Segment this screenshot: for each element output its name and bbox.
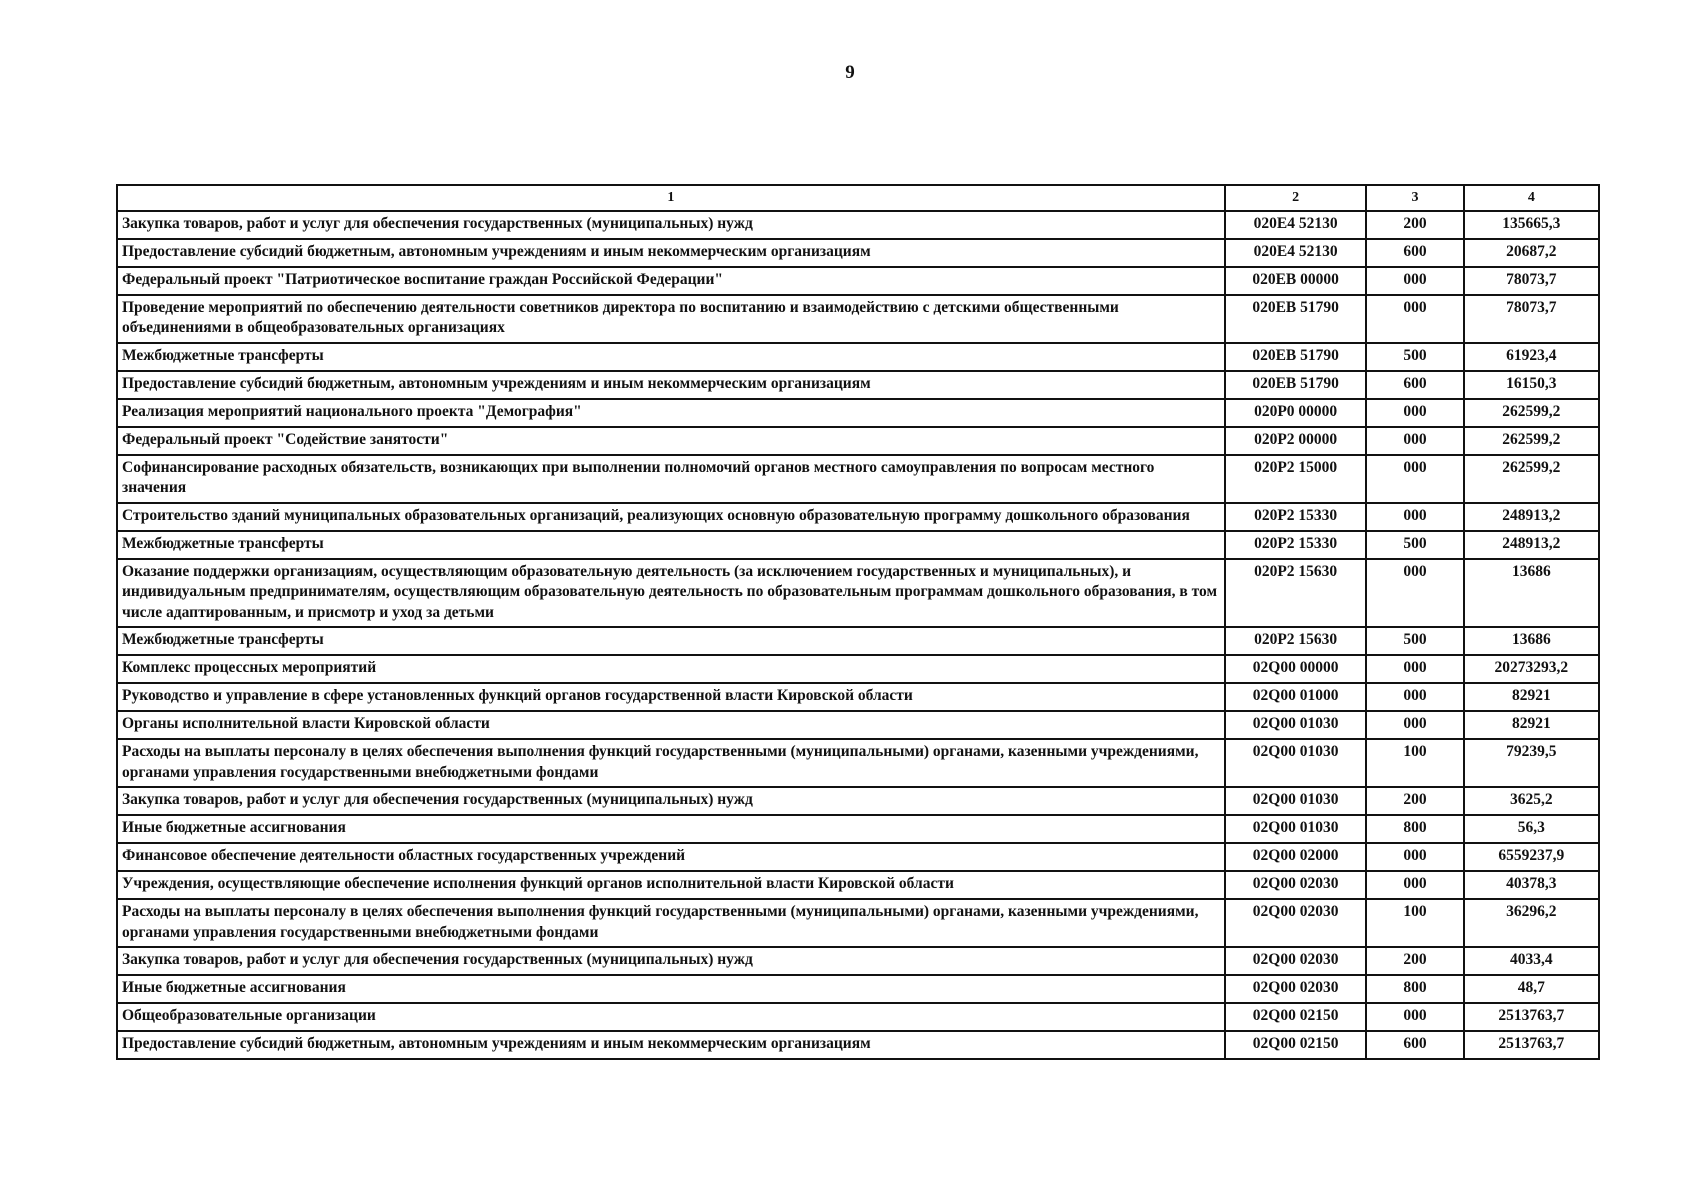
table-row (117, 1003, 1599, 1031)
row-code: 020P2 15330 (1225, 503, 1367, 531)
table-row (117, 899, 1599, 947)
row-type: 200 (1366, 947, 1463, 975)
row-name: Общеобразовательные организации (117, 1003, 1225, 1031)
row-name: Проведение мероприятий по обеспечению деятельности советников директора по воспитанию и взаимодействию с детскими общественными объединениями в общеобразовательных организациях (117, 295, 1225, 343)
table-row (117, 211, 1599, 239)
table-row (117, 787, 1599, 815)
row-name: Финансовое обеспечение деятельности областных государственных учреждений (117, 843, 1225, 871)
row-sum: 16150,3 (1464, 371, 1599, 399)
row-code: 020E4 52130 (1225, 211, 1367, 239)
row-sum: 248913,2 (1464, 503, 1599, 531)
table-row (117, 711, 1599, 739)
row-sum: 2513763,7 (1464, 1003, 1599, 1031)
row-type: 600 (1366, 239, 1463, 267)
row-code: 02Q00 02150 (1225, 1031, 1367, 1059)
row-code: 02Q00 02030 (1225, 899, 1367, 947)
row-name: Межбюджетные трансферты (117, 627, 1225, 655)
row-sum: 262599,2 (1464, 427, 1599, 455)
row-name: Комплекс процессных мероприятий (117, 655, 1225, 683)
row-type: 000 (1366, 503, 1463, 531)
row-code: 020EB 51790 (1225, 343, 1367, 371)
row-type: 000 (1366, 843, 1463, 871)
row-name: Межбюджетные трансферты (117, 343, 1225, 371)
row-code: 020E4 52130 (1225, 239, 1367, 267)
row-type: 800 (1366, 815, 1463, 843)
header-row (117, 185, 1599, 211)
row-code: 02Q00 01030 (1225, 739, 1367, 787)
table-row (117, 655, 1599, 683)
row-name: Иные бюджетные ассигнования (117, 975, 1225, 1003)
column-header-3: 3 (1366, 185, 1463, 211)
table-row (117, 559, 1599, 627)
table-row (117, 455, 1599, 503)
row-sum: 82921 (1464, 711, 1599, 739)
table-row (117, 343, 1599, 371)
row-type: 000 (1366, 683, 1463, 711)
row-type: 200 (1366, 787, 1463, 815)
table-row (117, 239, 1599, 267)
row-name: Закупка товаров, работ и услуг для обеспечения государственных (муниципальных) нужд (117, 787, 1225, 815)
row-sum: 4033,4 (1464, 947, 1599, 975)
row-type: 000 (1366, 711, 1463, 739)
column-header-4: 4 (1464, 185, 1599, 211)
row-name: Закупка товаров, работ и услуг для обеспечения государственных (муниципальных) нужд (117, 211, 1225, 239)
table-row (117, 627, 1599, 655)
row-sum: 56,3 (1464, 815, 1599, 843)
row-type: 200 (1366, 211, 1463, 239)
row-code: 020P2 00000 (1225, 427, 1367, 455)
row-name: Закупка товаров, работ и услуг для обеспечения государственных (муниципальных) нужд (117, 947, 1225, 975)
row-type: 000 (1366, 871, 1463, 899)
table-row (117, 683, 1599, 711)
row-sum: 48,7 (1464, 975, 1599, 1003)
row-code: 020P0 00000 (1225, 399, 1367, 427)
table-row (117, 531, 1599, 559)
table-row (117, 739, 1599, 787)
table-row (117, 843, 1599, 871)
row-type: 000 (1366, 1003, 1463, 1031)
row-code: 02Q00 01030 (1225, 815, 1367, 843)
row-code: 02Q00 02030 (1225, 871, 1367, 899)
row-code: 02Q00 02150 (1225, 1003, 1367, 1031)
row-type: 500 (1366, 343, 1463, 371)
row-code: 02Q00 02030 (1225, 947, 1367, 975)
table-row (117, 1031, 1599, 1059)
row-sum: 2513763,7 (1464, 1031, 1599, 1059)
row-name: Предоставление субсидий бюджетным, автономным учреждениям и иным некоммерческим организациям (117, 1031, 1225, 1059)
row-sum: 13686 (1464, 627, 1599, 655)
row-type: 800 (1366, 975, 1463, 1003)
row-type: 000 (1366, 559, 1463, 627)
row-name: Федеральный проект "Патриотическое воспитание граждан Российской Федерации" (117, 267, 1225, 295)
row-code: 020P2 15630 (1225, 559, 1367, 627)
row-type: 000 (1366, 295, 1463, 343)
row-code: 020EB 51790 (1225, 371, 1367, 399)
row-code: 02Q00 01000 (1225, 683, 1367, 711)
row-sum: 20273293,2 (1464, 655, 1599, 683)
row-sum: 36296,2 (1464, 899, 1599, 947)
table-body (117, 211, 1599, 1059)
row-name: Софинансирование расходных обязательств, возникающих при выполнении полномочий органов местного самоуправления по вопросам местного значения (117, 455, 1225, 503)
row-sum: 78073,7 (1464, 267, 1599, 295)
page-number: 9 (845, 62, 855, 83)
row-type: 100 (1366, 739, 1463, 787)
table-row (117, 975, 1599, 1003)
row-name: Федеральный проект "Содействие занятости" (117, 427, 1225, 455)
row-sum: 248913,2 (1464, 531, 1599, 559)
row-name: Иные бюджетные ассигнования (117, 815, 1225, 843)
row-code: 020P2 15000 (1225, 455, 1367, 503)
row-name: Расходы на выплаты персоналу в целях обеспечения выполнения функций государственными (муниципальными) органами, казенными учреждениями, органами управления государственными внебюджетными фондами (117, 739, 1225, 787)
row-type: 100 (1366, 899, 1463, 947)
row-sum: 61923,4 (1464, 343, 1599, 371)
table-row (117, 427, 1599, 455)
row-name: Органы исполнительной власти Кировской области (117, 711, 1225, 739)
row-type: 500 (1366, 627, 1463, 655)
row-code: 020EB 51790 (1225, 295, 1367, 343)
table-row (117, 815, 1599, 843)
table-row (117, 267, 1599, 295)
row-name: Руководство и управление в сфере установленных функций органов государственной власти Кировской области (117, 683, 1225, 711)
row-sum: 6559237,9 (1464, 843, 1599, 871)
row-name: Предоставление субсидий бюджетным, автономным учреждениям и иным некоммерческим организациям (117, 371, 1225, 399)
row-code: 02Q00 02030 (1225, 975, 1367, 1003)
row-name: Оказание поддержки организациям, осуществляющим образовательную деятельность (за исключением государственных и муниципальных), и индивидуальным предпринимателям, осуществляющим образовательную деятельность по образовательным программам дошкольного образования, в том числе адаптированным, и присмотр и уход за детьми (117, 559, 1225, 627)
table-row (117, 399, 1599, 427)
row-name: Межбюджетные трансферты (117, 531, 1225, 559)
row-type: 600 (1366, 1031, 1463, 1059)
table-row (117, 295, 1599, 343)
row-code: 02Q00 01030 (1225, 787, 1367, 815)
row-name: Расходы на выплаты персоналу в целях обеспечения выполнения функций государственными (муниципальными) органами, казенными учреждениями, органами управления государственными внебюджетными фондами (117, 899, 1225, 947)
table-row (117, 503, 1599, 531)
row-type: 000 (1366, 655, 1463, 683)
row-code: 020P2 15330 (1225, 531, 1367, 559)
row-type: 000 (1366, 455, 1463, 503)
row-type: 600 (1366, 371, 1463, 399)
row-code: 020P2 15630 (1225, 627, 1367, 655)
row-code: 02Q00 01030 (1225, 711, 1367, 739)
row-code: 02Q00 00000 (1225, 655, 1367, 683)
column-header-2: 2 (1225, 185, 1367, 211)
column-header-1: 1 (117, 185, 1225, 211)
row-name: Предоставление субсидий бюджетным, автономным учреждениям и иным некоммерческим организациям (117, 239, 1225, 267)
row-sum: 13686 (1464, 559, 1599, 627)
table-row (117, 871, 1599, 899)
row-sum: 262599,2 (1464, 455, 1599, 503)
row-name: Реализация мероприятий национального проекта "Демография" (117, 399, 1225, 427)
row-name: Учреждения, осуществляющие обеспечение исполнения функций органов исполнительной власти Кировской области (117, 871, 1225, 899)
row-code: 02Q00 02000 (1225, 843, 1367, 871)
row-sum: 82921 (1464, 683, 1599, 711)
row-sum: 3625,2 (1464, 787, 1599, 815)
table-row (117, 371, 1599, 399)
row-name: Строительство зданий муниципальных образовательных организаций, реализующих основную образовательную программу дошкольного образования (117, 503, 1225, 531)
budget-table (116, 184, 1600, 1060)
row-sum: 135665,3 (1464, 211, 1599, 239)
row-sum: 262599,2 (1464, 399, 1599, 427)
row-type: 000 (1366, 267, 1463, 295)
row-type: 000 (1366, 399, 1463, 427)
row-type: 000 (1366, 427, 1463, 455)
row-sum: 79239,5 (1464, 739, 1599, 787)
table-row (117, 947, 1599, 975)
row-sum: 78073,7 (1464, 295, 1599, 343)
row-sum: 40378,3 (1464, 871, 1599, 899)
row-type: 500 (1366, 531, 1463, 559)
row-sum: 20687,2 (1464, 239, 1599, 267)
row-code: 020EB 00000 (1225, 267, 1367, 295)
